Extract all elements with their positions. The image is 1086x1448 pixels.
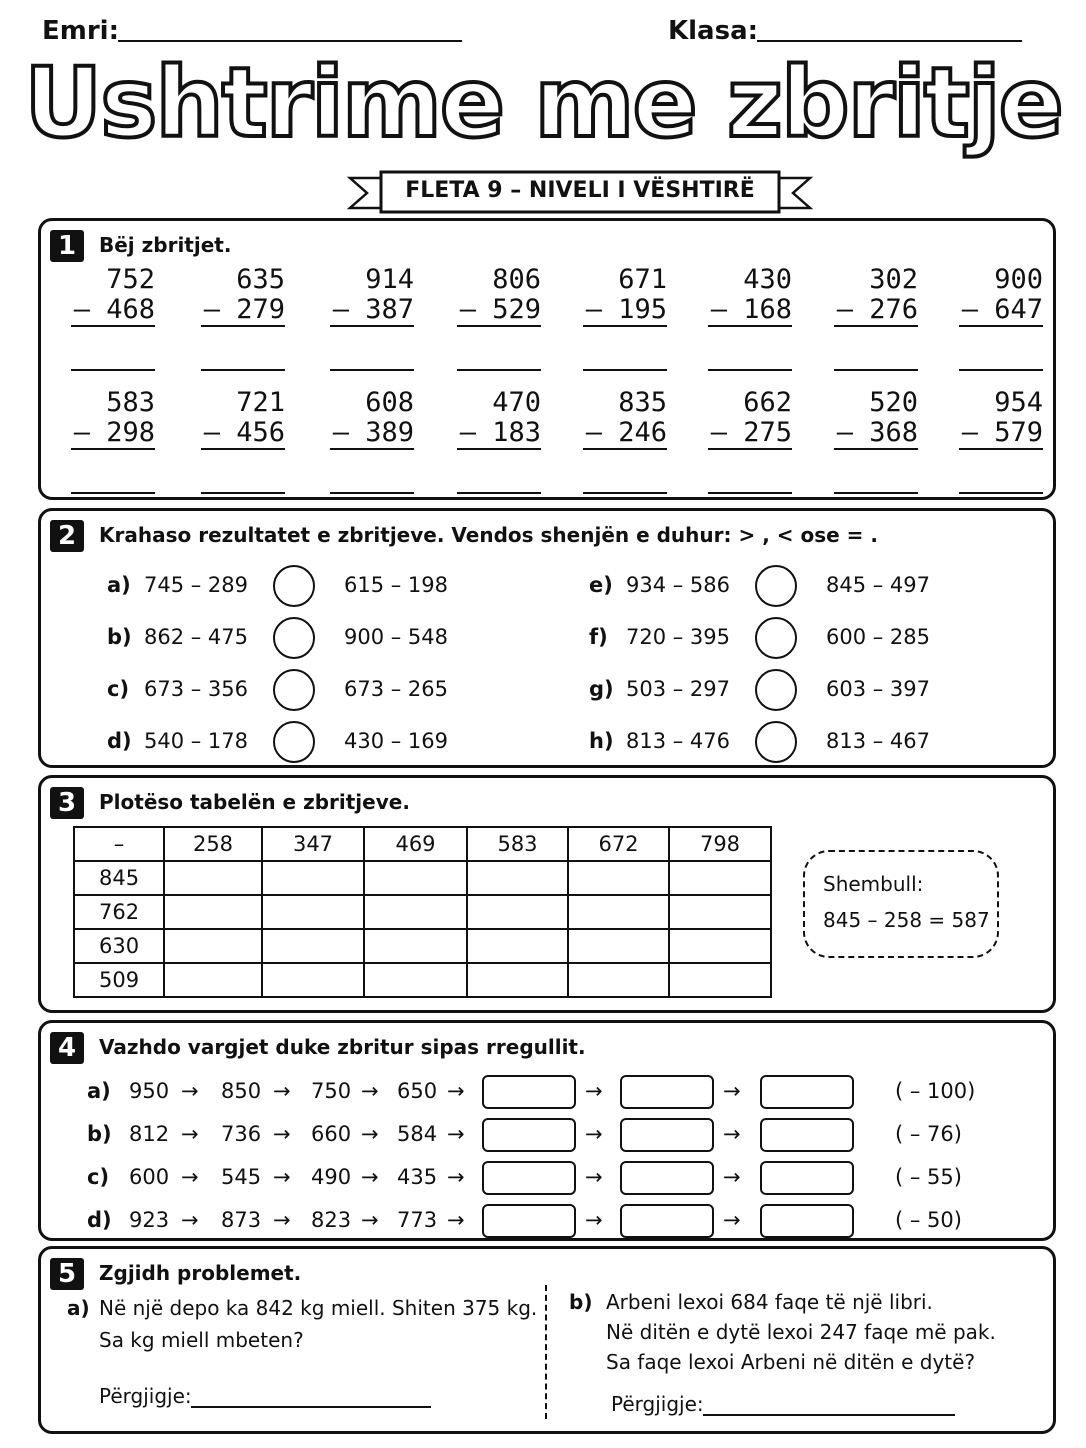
minuend: 608 [365,387,414,418]
answer-box[interactable] [620,1075,714,1109]
answer-box[interactable] [482,1118,576,1152]
section-number: 5 [50,1258,84,1290]
class-field[interactable] [757,40,1022,42]
right-expression: 430 – 169 [344,729,449,753]
right-expression: 673 – 265 [344,677,449,701]
problem-b-line-2: Në ditën e dytë lexoi 247 faqe më pak. [606,1320,996,1344]
minuend: 954 [994,387,1043,418]
answer-cell[interactable] [364,861,467,895]
sequence-number: 950 [129,1079,170,1103]
subtrahend: – 183 [457,418,541,450]
answer-cell[interactable] [164,963,262,997]
arrow-icon: → [585,1165,603,1189]
problem-b-label: b) [569,1290,593,1314]
arrow-icon: → [273,1208,291,1232]
compare-item [589,573,613,597]
answer-line-a[interactable] [191,1406,431,1408]
sequence-number: 584 [397,1122,438,1146]
section-2 [38,508,1056,768]
sequence-number: 650 [397,1079,438,1103]
subtrahend: – 647 [959,295,1043,327]
sequence-number: 736 [221,1122,262,1146]
sequence-rule: ( – 55) [895,1165,962,1189]
subtraction-problem [71,388,155,494]
row-header: 630 [74,929,164,963]
example-equation: 845 – 258 = 587 [823,908,990,932]
subtraction-problem [583,388,667,494]
subtrahend: – 468 [71,295,155,327]
sequence-number: 600 [129,1165,170,1189]
answer-cell[interactable] [262,895,364,929]
left-expression: 813 – 476 [626,729,731,753]
section-3 [38,775,1056,1013]
minuend: 721 [236,387,285,418]
compare-circle[interactable] [273,617,315,659]
sequence-number: 773 [397,1208,438,1232]
row-header: 845 [74,861,164,895]
answer-line[interactable] [959,460,1043,494]
column-header: 258 [164,827,262,861]
sequence-label: a) [87,1079,111,1103]
row-header: 762 [74,895,164,929]
answer-cell[interactable] [568,963,669,997]
answer-label-a: Përgjigje: [99,1384,192,1408]
answer-cell[interactable] [669,861,771,895]
answer-box[interactable] [760,1118,854,1152]
minuend: 835 [618,387,667,418]
arrow-icon: → [447,1079,465,1103]
compare-item [589,625,608,649]
subtrahend: – 387 [330,295,414,327]
compare-item [589,677,614,701]
answer-cell[interactable] [467,963,568,997]
answer-line[interactable] [834,460,918,494]
sequence-rule: ( – 100) [895,1079,976,1103]
sequence-number: 812 [129,1122,170,1146]
subtrahend: – 275 [708,418,792,450]
item-label: f) [589,625,608,649]
sequence-number: 490 [311,1165,352,1189]
right-expression: 603 – 397 [826,677,931,701]
answer-box[interactable] [760,1161,854,1195]
answer-box[interactable] [760,1204,854,1238]
compare-circle[interactable] [273,669,315,711]
arrow-icon: → [723,1208,741,1232]
section-number: 1 [50,230,84,262]
left-expression: 720 – 395 [626,625,731,649]
item-label: d) [107,729,132,753]
column-header: 672 [568,827,669,861]
arrow-icon: → [723,1165,741,1189]
table-row [74,861,771,895]
minuend: 752 [106,264,155,295]
answer-cell[interactable] [568,861,669,895]
minuend: 430 [743,264,792,295]
sequence-number: 660 [311,1122,352,1146]
worksheet-title: Ushtrime me zbritje [24,47,1062,159]
arrow-icon: → [723,1122,741,1146]
subtrahend: – 389 [330,418,414,450]
arrow-icon: → [585,1079,603,1103]
answer-line[interactable] [583,460,667,494]
answer-cell[interactable] [164,895,262,929]
problem-b-line-1: Arbeni lexoi 684 faqe të një libri. [606,1290,933,1314]
problem-a-line-1: Në një depo ka 842 kg miell. Shiten 375 kg. [99,1296,538,1320]
corner-cell: – [74,827,164,861]
subtraction-problem [201,388,285,494]
minuend: 914 [365,264,414,295]
answer-box[interactable] [620,1161,714,1195]
item-label: h) [589,729,614,753]
subtraction-problem [834,265,918,371]
arrow-icon: → [361,1165,379,1189]
subtrahend: – 246 [583,418,667,450]
answer-cell[interactable] [364,963,467,997]
arrow-icon: → [181,1122,199,1146]
answer-line[interactable] [201,337,285,371]
answer-line[interactable] [330,337,414,371]
section-5 [38,1246,1056,1434]
section-number: 4 [50,1032,84,1064]
class-label: Klasa: [668,16,759,46]
answer-line[interactable] [457,337,541,371]
arrow-icon: → [447,1165,465,1189]
arrow-icon: → [585,1208,603,1232]
section-title: Plotëso tabelën e zbritjeve. [99,790,410,814]
answer-line[interactable] [959,337,1043,371]
subtrahend: – 168 [708,295,792,327]
sequence-rule: ( – 76) [895,1122,962,1146]
compare-circle[interactable] [755,565,797,607]
problem-a-label: a) [67,1296,90,1320]
column-header: 469 [364,827,467,861]
answer-line[interactable] [71,460,155,494]
answer-cell[interactable] [568,895,669,929]
column-header: 583 [467,827,568,861]
arrow-icon: → [361,1122,379,1146]
subtraction-problem [457,265,541,371]
answer-cell[interactable] [262,861,364,895]
answer-cell[interactable] [669,929,771,963]
compare-circle[interactable] [755,721,797,763]
right-expression: 615 – 198 [344,573,449,597]
section-title: Vazhdo vargjet duke zbritur sipas rregullit. [99,1035,586,1059]
left-expression: 503 – 297 [626,677,731,701]
arrow-icon: → [273,1122,291,1146]
subtraction-problem [959,265,1043,371]
divider [545,1285,547,1419]
subtrahend: – 279 [201,295,285,327]
right-expression: 813 – 467 [826,729,931,753]
left-expression: 862 – 475 [144,625,249,649]
arrow-icon: → [273,1079,291,1103]
answer-line[interactable] [71,337,155,371]
sequence-label: c) [87,1165,110,1189]
minuend: 302 [869,264,918,295]
sequence-number: 750 [311,1079,352,1103]
table-row [74,963,771,997]
column-header: 798 [669,827,771,861]
subtrahend: – 456 [201,418,285,450]
arrow-icon: → [273,1165,291,1189]
right-expression: 600 – 285 [826,625,931,649]
answer-line[interactable] [457,460,541,494]
sequence-label: b) [87,1122,112,1146]
sequence-rule: ( – 50) [895,1208,962,1232]
problem-b-line-3: Sa faqe lexoi Arbeni në ditën e dytë? [606,1350,976,1374]
section-title: Bëj zbritjet. [99,233,232,257]
table-header-row [74,827,771,861]
subtraction-problem [583,265,667,371]
compare-circle[interactable] [755,617,797,659]
arrow-icon: → [361,1208,379,1232]
subtraction-problem [959,388,1043,494]
minuend: 520 [869,387,918,418]
answer-cell[interactable] [669,895,771,929]
sequence-number: 435 [397,1165,438,1189]
subtraction-problem [330,265,414,371]
answer-line[interactable] [708,460,792,494]
left-expression: 745 – 289 [144,573,249,597]
answer-cell[interactable] [364,895,467,929]
column-header: 347 [262,827,364,861]
subtraction-problem [708,265,792,371]
problem-a-line-2: Sa kg miell mbeten? [99,1328,304,1352]
subtraction-problem [457,388,541,494]
answer-cell[interactable] [364,929,467,963]
row-header: 509 [74,963,164,997]
answer-cell[interactable] [262,929,364,963]
subtraction-problem [708,388,792,494]
minuend: 583 [106,387,155,418]
arrow-icon: → [361,1079,379,1103]
name-label: Emri: [42,16,119,46]
sequence-number: 850 [221,1079,262,1103]
item-label: a) [107,573,131,597]
subtraction-problem [201,265,285,371]
section-number: 2 [50,520,84,552]
arrow-icon: → [181,1165,199,1189]
sequence-number: 545 [221,1165,262,1189]
answer-cell[interactable] [467,929,568,963]
minuend: 635 [236,264,285,295]
answer-line[interactable] [201,460,285,494]
answer-box[interactable] [620,1204,714,1238]
minuend: 470 [492,387,541,418]
compare-circle[interactable] [273,721,315,763]
answer-box[interactable] [482,1075,576,1109]
answer-line[interactable] [330,460,414,494]
arrow-icon: → [585,1122,603,1146]
right-expression: 845 – 497 [826,573,931,597]
arrow-icon: → [181,1079,199,1103]
subtraction-problem [330,388,414,494]
answer-line[interactable] [708,337,792,371]
compare-item [107,573,131,597]
answer-cell[interactable] [669,963,771,997]
subtrahend: – 276 [834,295,918,327]
answer-cell[interactable] [467,861,568,895]
section-title: Krahaso rezultatet e zbritjeve. Vendos shenjën e duhur: > , < ose = . [99,523,878,547]
section-1 [38,218,1056,500]
table-row [74,895,771,929]
answer-cell[interactable] [164,929,262,963]
answer-cell[interactable] [164,861,262,895]
item-label: c) [107,677,130,701]
left-expression: 673 – 356 [144,677,249,701]
answer-cell[interactable] [568,929,669,963]
answer-label-b: Përgjigje: [611,1392,704,1416]
subtrahend: – 529 [457,295,541,327]
left-expression: 540 – 178 [144,729,249,753]
subtrahend: – 195 [583,295,667,327]
minuend: 662 [743,387,792,418]
subtrahend: – 368 [834,418,918,450]
right-expression: 900 – 548 [344,625,449,649]
subtrahend: – 579 [959,418,1043,450]
compare-item [107,729,132,753]
subtrahend: – 298 [71,418,155,450]
item-label: g) [589,677,614,701]
sequence-label: d) [87,1208,112,1232]
answer-line[interactable] [583,337,667,371]
answer-box[interactable] [482,1204,576,1238]
arrow-icon: → [447,1208,465,1232]
compare-circle[interactable] [755,669,797,711]
subtraction-table [73,826,772,998]
example-label: Shembull: [823,872,924,896]
answer-line-b[interactable] [703,1414,955,1416]
compare-item [107,625,132,649]
compare-circle[interactable] [273,565,315,607]
minuend: 900 [994,264,1043,295]
answer-line[interactable] [834,337,918,371]
example-cloud [803,850,999,958]
subtraction-problem [71,265,155,371]
sequence-number: 823 [311,1208,352,1232]
item-label: b) [107,625,132,649]
section-4 [38,1020,1056,1241]
answer-cell[interactable] [467,895,568,929]
subtraction-problem [834,388,918,494]
arrow-icon: → [447,1122,465,1146]
answer-box[interactable] [482,1161,576,1195]
answer-cell[interactable] [262,963,364,997]
sequence-number: 923 [129,1208,170,1232]
compare-item [107,677,129,701]
compare-item [589,729,614,753]
arrow-icon: → [181,1208,199,1232]
worksheet-subtitle: FLETA 9 – NIVELI I VËSHTIRË [405,178,755,203]
left-expression: 934 – 586 [626,573,731,597]
answer-box[interactable] [620,1118,714,1152]
minuend: 806 [492,264,541,295]
section-title: Zgjidh problemet. [99,1261,302,1285]
name-field[interactable] [118,40,462,42]
table-row [74,929,771,963]
sequence-number: 873 [221,1208,262,1232]
arrow-icon: → [723,1079,741,1103]
minuend: 671 [618,264,667,295]
answer-box[interactable] [760,1075,854,1109]
item-label: e) [589,573,613,597]
section-number: 3 [50,787,84,819]
